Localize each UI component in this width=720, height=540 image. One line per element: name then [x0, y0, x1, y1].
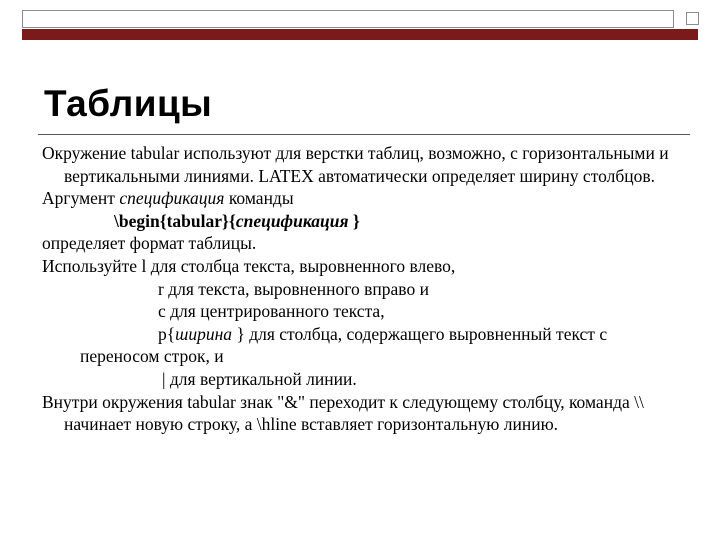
header-decoration-strip [22, 10, 674, 28]
argument-text-end: команды [224, 188, 294, 209]
paragraph-use-r: r для текста, выровненного вправо и [158, 278, 429, 299]
argument-spec-italic: спецификация [119, 188, 225, 209]
slide-body [42, 142, 692, 436]
paragraph-use-l: Используйте l для столбца текста, выровненного влево, [42, 255, 456, 276]
paragraph-use-p [42, 323, 692, 346]
paragraph-use-c: c для центрированного текста, [158, 301, 385, 322]
header-accent-bar [22, 29, 698, 40]
header-decoration-box [686, 12, 699, 25]
paragraph-format: определяет формат таблицы. [42, 233, 257, 254]
argument-text: Аргумент [42, 188, 120, 209]
p-width-italic: ширина [175, 323, 233, 344]
code-begin-tabular [42, 210, 692, 233]
code-end: } [348, 210, 360, 231]
slide-title: Таблицы [44, 83, 213, 124]
code-begin: \begin{tabular}{ [114, 210, 236, 231]
paragraph-tabular-intro: Окружение tabular используют для верстки таблиц, возможно, с горизонтальными и вертикальными линиями. LATEX автоматически определяет ширину столбцов. [42, 143, 669, 186]
code-spec-italic: спецификация [235, 210, 349, 231]
paragraph-use-bar: | для вертикальной линии. [162, 368, 357, 389]
p-open: p{ [158, 323, 176, 344]
title-divider [38, 134, 690, 135]
paragraph-use-p-cont: переносом строк, и [80, 346, 224, 367]
p-desc: } для столбца, содержащего выровненный текст с [232, 323, 608, 344]
paragraph-inside-tabular: Внутри окружения tabular знак "&" переходит к следующему столбцу, команда \\ начинает новую строку, а \hline вставляет горизонтальную линию. [42, 391, 644, 435]
paragraph-argument [42, 187, 692, 210]
